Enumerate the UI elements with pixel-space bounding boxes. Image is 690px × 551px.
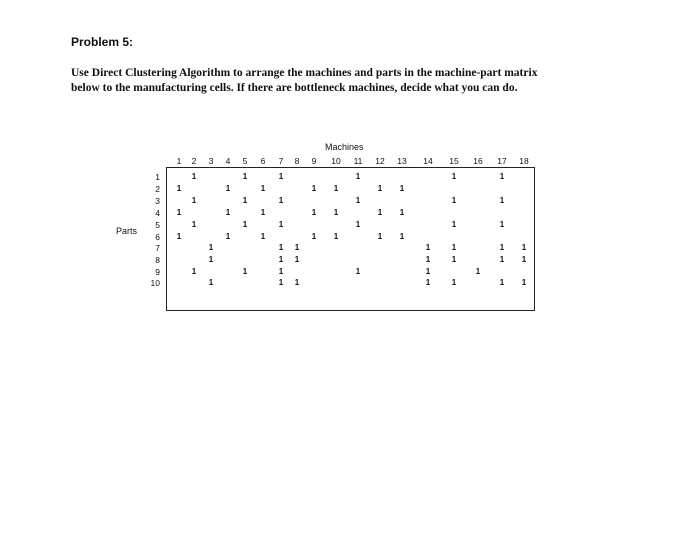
matrix-cell: 1 [355,196,361,205]
matrix-cell: 1 [377,208,383,217]
matrix-cell: 1 [260,184,266,193]
matrix-cell: 1 [451,196,457,205]
matrix-cell: 1 [451,243,457,252]
matrix-cell: 1 [521,255,527,264]
matrix-cell: 1 [399,208,405,217]
matrix-cell: 1 [294,243,300,252]
matrix-cell: 1 [294,278,300,287]
matrix-cell: 1 [208,255,214,264]
matrix-cell: 1 [225,232,231,241]
matrix-cell: 1 [451,255,457,264]
machine-header: 1 [176,156,182,166]
matrix-cell: 1 [377,232,383,241]
part-header: 7 [155,243,160,253]
matrix-cell: 1 [451,220,457,229]
part-header: 6 [155,232,160,242]
matrix-cell: 1 [499,172,505,181]
matrix-cell: 1 [333,184,339,193]
machine-header: 4 [225,156,231,166]
matrix-cell: 1 [242,196,248,205]
matrix-cell: 1 [355,172,361,181]
matrix-cell: 1 [278,278,284,287]
matrix-cell: 1 [176,208,182,217]
machine-header: 12 [375,156,385,166]
matrix-cell: 1 [333,232,339,241]
machine-header: 18 [519,156,529,166]
machine-header: 7 [278,156,284,166]
description-line: Use Direct Clustering Algorithm to arrange the machines and parts in the machine-part matrix [71,67,538,79]
machine-header: 11 [353,156,363,166]
part-header: 3 [155,196,160,206]
matrix-cell: 1 [242,220,248,229]
machine-header: 17 [497,156,507,166]
matrix-cell: 1 [311,232,317,241]
matrix-cell: 1 [333,208,339,217]
matrix-cell: 1 [191,220,197,229]
matrix-cell: 1 [399,184,405,193]
part-header: 10 [150,278,160,288]
matrix-cell: 1 [499,196,505,205]
problem-title: Problem 5: [71,35,134,49]
matrix-cell: 1 [191,267,197,276]
problem-description [71,66,631,96]
part-header: 1 [155,172,160,182]
matrix-cell: 1 [355,267,361,276]
description-line: below to the manufacturing cells. If there are bottleneck machines, decide what you can do. [71,82,518,94]
machine-header: 6 [260,156,266,166]
matrix-cell: 1 [425,243,431,252]
matrix-cell: 1 [278,255,284,264]
matrix-cell: 1 [260,232,266,241]
part-header: 4 [155,208,160,218]
matrix-cell: 1 [311,208,317,217]
matrix-cell: 1 [425,267,431,276]
matrix-cell: 1 [425,278,431,287]
matrix-cell: 1 [278,267,284,276]
matrix-cell: 1 [311,184,317,193]
machine-header: 15 [449,156,459,166]
matrix-cell: 1 [225,208,231,217]
part-header: 2 [155,184,160,194]
matrix-cell: 1 [499,220,505,229]
matrix-cell: 1 [176,232,182,241]
machine-header: 13 [397,156,407,166]
matrix-cell: 1 [521,278,527,287]
matrix-cell: 1 [499,243,505,252]
machine-header: 5 [242,156,248,166]
matrix-cell: 1 [260,208,266,217]
matrix-cell: 1 [475,267,481,276]
matrix-cell: 1 [377,184,383,193]
matrix-cell: 1 [355,220,361,229]
part-header: 5 [155,220,160,230]
matrix-cell: 1 [225,184,231,193]
machine-header: 14 [423,156,433,166]
matrix-cell: 1 [191,172,197,181]
parts-label: Parts [116,226,138,236]
matrix-cell: 1 [399,232,405,241]
matrix-cell: 1 [242,172,248,181]
machine-header: 16 [473,156,483,166]
matrix-cell: 1 [278,172,284,181]
matrix-cell: 1 [278,220,284,229]
machine-header: 10 [331,156,341,166]
matrix-cell: 1 [176,184,182,193]
machines-label: Machines [325,142,364,152]
matrix-cell: 1 [499,278,505,287]
matrix-cell: 1 [521,243,527,252]
matrix-cell: 1 [499,255,505,264]
matrix-cell: 1 [208,278,214,287]
matrix-cell: 1 [278,243,284,252]
matrix-cell: 1 [294,255,300,264]
matrix-cell: 1 [191,196,197,205]
matrix-cell: 1 [242,267,248,276]
machine-header: 8 [294,156,300,166]
machine-header: 9 [311,156,317,166]
matrix-cell: 1 [451,172,457,181]
matrix-cell: 1 [451,278,457,287]
matrix-cell: 1 [278,196,284,205]
machine-header: 2 [191,156,197,166]
machine-header: 3 [208,156,214,166]
matrix-cell: 1 [425,255,431,264]
matrix-cell: 1 [208,243,214,252]
part-header: 9 [155,267,160,277]
part-header: 8 [155,255,160,265]
